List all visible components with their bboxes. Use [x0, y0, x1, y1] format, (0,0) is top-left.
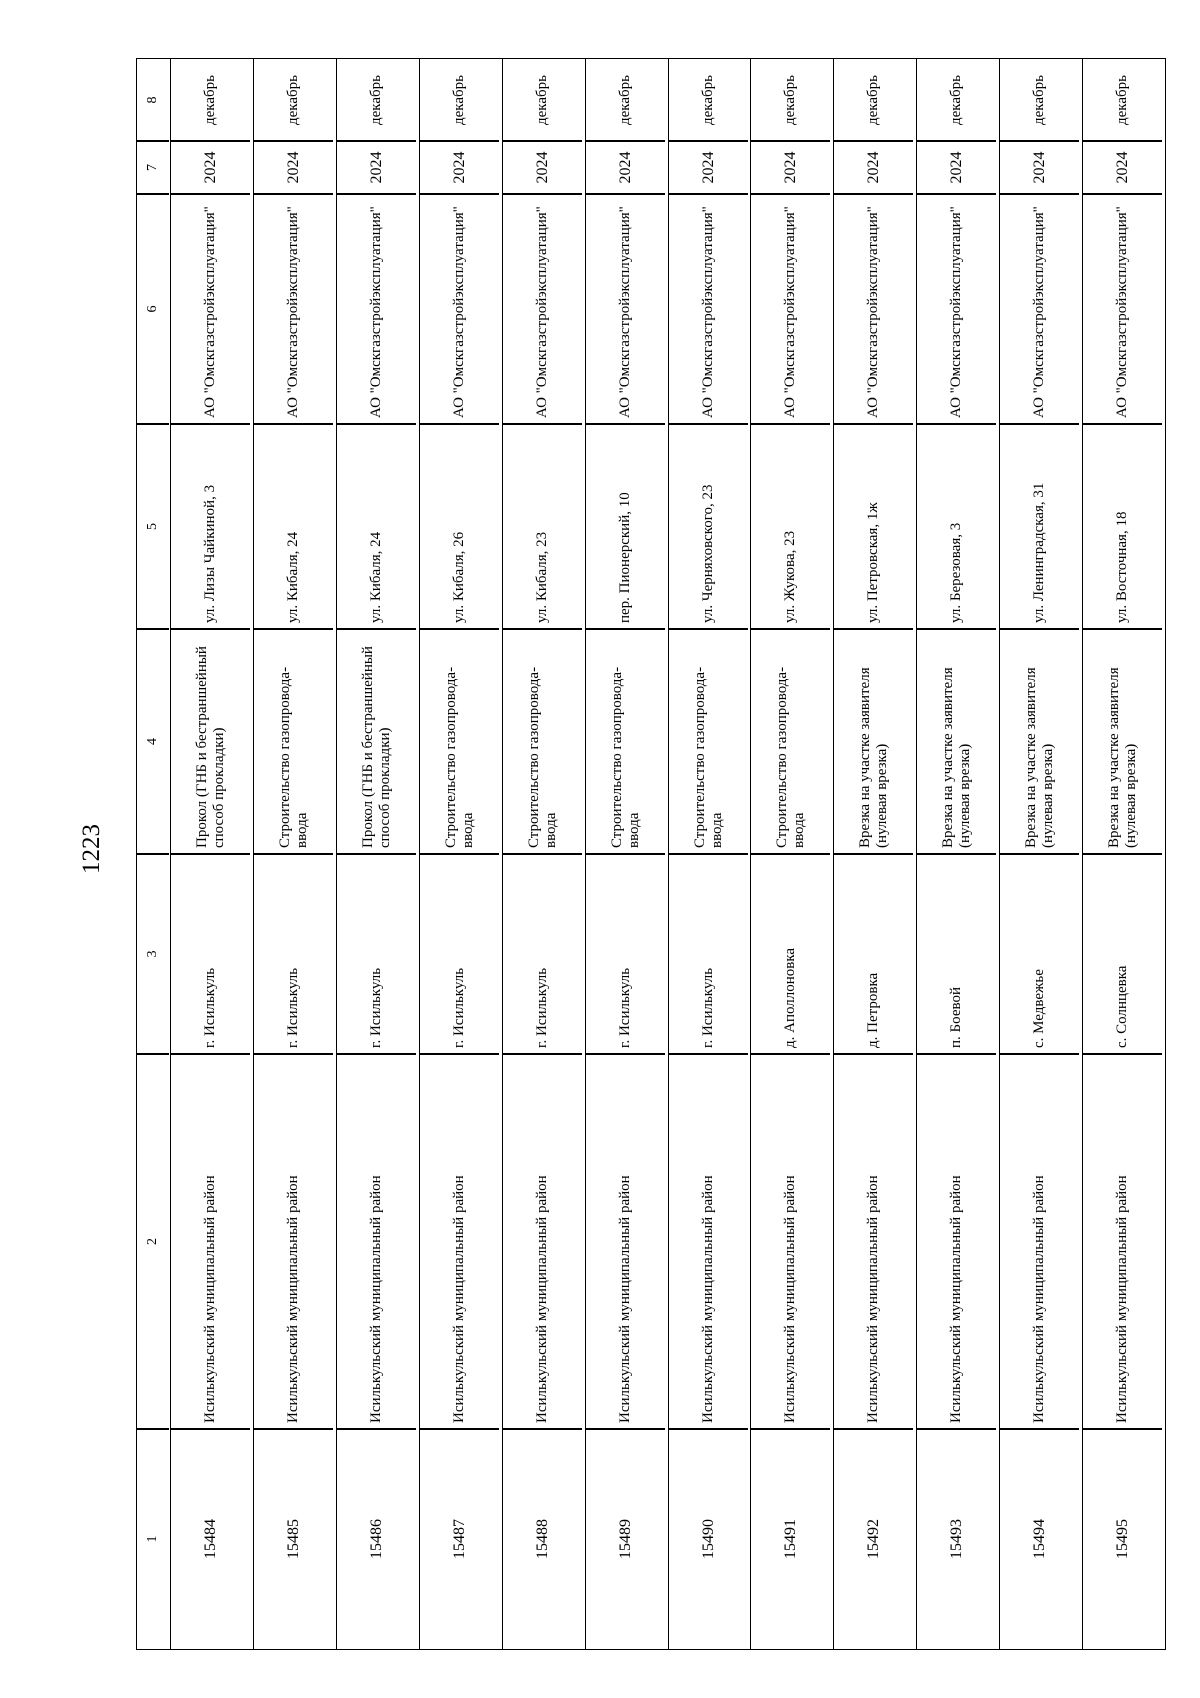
locality-name: г. Исилькуль [616, 967, 633, 1048]
month: декабрь [865, 75, 882, 125]
table-row [254, 59, 337, 1650]
organization: АО "Омскгазстройэксплуатация" [1114, 206, 1131, 418]
year: 2024 [450, 151, 468, 184]
year: 2024 [1113, 151, 1131, 184]
organization: АО "Омскгазстройэксплуатация" [285, 206, 302, 418]
header-cell: 7 [145, 164, 161, 171]
table-row [585, 59, 668, 1650]
table-row [668, 59, 751, 1650]
record-number: 15484 [201, 1519, 219, 1559]
address: ул. Ленинградская, 31 [1031, 482, 1048, 623]
table-row [336, 59, 419, 1650]
address: ул. Кибаля, 26 [450, 531, 467, 623]
organization: АО "Омскгазстройэксплуатация" [368, 206, 385, 418]
locality-name: г. Исилькуль [368, 967, 385, 1048]
work-type: Строительство газопровода-ввода [276, 666, 310, 848]
page-number: 1223 [78, 824, 105, 874]
header-cell: 1 [145, 1535, 161, 1543]
month: декабрь [699, 75, 716, 125]
year: 2024 [533, 151, 551, 184]
record-number: 15491 [781, 1519, 799, 1559]
locality-name: д. Петровка [865, 972, 882, 1048]
district-name: Исилькульский муниципальный район [285, 1175, 302, 1423]
month: декабрь [1114, 75, 1131, 125]
district-name: Исилькульский муниципальный район [782, 1175, 799, 1423]
year: 2024 [1030, 151, 1048, 184]
organization: АО "Омскгазстройэксплуатация" [533, 206, 550, 418]
locality-name: г. Исилькуль [202, 967, 219, 1048]
month: декабрь [285, 75, 302, 125]
address: ул. Кибаля, 23 [533, 531, 550, 623]
record-number: 15495 [1113, 1519, 1131, 1559]
year: 2024 [616, 151, 634, 184]
header-cell: 6 [145, 305, 161, 313]
locality-name: г. Исилькуль [285, 967, 302, 1048]
work-type: Строительство газопровода-ввода [525, 666, 559, 848]
organization: АО "Омскгазстройэксплуатация" [782, 206, 799, 418]
work-type: Прокол (ГНБ и бестраншейный способ прокладки) [359, 646, 393, 848]
address: ул. Черняховского, 23 [699, 484, 716, 623]
table-row [419, 59, 502, 1650]
locality-name: д. Аполлоновка [782, 947, 799, 1048]
locality-name: г. Исилькуль [533, 967, 550, 1048]
month: декабрь [1031, 75, 1048, 125]
locality-name: с. Медвежье [1031, 969, 1048, 1048]
district-name: Исилькульский муниципальный район [533, 1175, 550, 1423]
locality-name: г. Исилькуль [699, 967, 716, 1048]
year: 2024 [699, 151, 717, 184]
month: декабрь [616, 75, 633, 125]
district-name: Исилькульский муниципальный район [865, 1175, 882, 1423]
organization: АО "Омскгазстройэксплуатация" [616, 206, 633, 418]
district-name: Исилькульский муниципальный район [450, 1175, 467, 1423]
record-number: 15490 [699, 1519, 717, 1559]
organization: АО "Омскгазстройэксплуатация" [202, 206, 219, 418]
address: ул. Восточная, 18 [1114, 511, 1131, 623]
address: ул. Кибаля, 24 [368, 531, 385, 623]
header-cell: 5 [145, 523, 161, 530]
organization: АО "Омскгазстройэксплуатация" [699, 206, 716, 418]
organization: АО "Омскгазстройэксплуатация" [450, 206, 467, 418]
work-type: Строительство газопровода-ввода [442, 666, 476, 848]
work-type: Прокол (ГНБ и бестраншейный способ прокладки) [193, 646, 227, 848]
header-cell: 8 [145, 96, 161, 104]
address: ул. Жукова, 23 [782, 530, 799, 623]
record-number: 15487 [450, 1519, 468, 1559]
header-row [137, 59, 171, 1650]
month: декабрь [948, 75, 965, 125]
month: декабрь [782, 75, 799, 125]
header-cell: 2 [145, 1238, 161, 1245]
address: ул. Березовая, 3 [948, 522, 965, 623]
year: 2024 [947, 151, 965, 184]
locality-name: г. Исилькуль [450, 967, 467, 1048]
work-type: Врезка на участке заявителя (нулевая врезка) [1022, 667, 1056, 848]
address: ул. Кибаля, 24 [285, 531, 302, 623]
district-name: Исилькульский муниципальный район [616, 1175, 633, 1423]
record-number: 15488 [533, 1519, 551, 1559]
district-name: Исилькульский муниципальный район [948, 1175, 965, 1423]
month: декабрь [450, 75, 467, 125]
address: ул. Лизы Чайкиной, 3 [202, 484, 219, 623]
organization: АО "Омскгазстройэксплуатация" [1031, 206, 1048, 418]
record-number: 15494 [1030, 1519, 1048, 1559]
district-name: Исилькульский муниципальный район [368, 1175, 385, 1423]
work-type: Строительство газопровода-ввода [691, 666, 725, 848]
table-row [502, 59, 585, 1650]
header-cell: 3 [145, 950, 161, 958]
month: декабрь [533, 75, 550, 125]
table-row [1000, 59, 1083, 1650]
table-row [834, 59, 917, 1650]
year: 2024 [367, 151, 385, 184]
district-name: Исилькульский муниципальный район [1031, 1175, 1048, 1423]
year: 2024 [864, 151, 882, 184]
work-type: Строительство газопровода-ввода [774, 666, 807, 848]
record-number: 15493 [947, 1519, 965, 1559]
work-type: Врезка на участке заявителя (нулевая врезка) [857, 667, 890, 848]
header-cell: 4 [145, 738, 161, 745]
month: декабрь [368, 75, 385, 125]
address: пер. Пионерский, 10 [616, 492, 633, 623]
record-number: 15486 [367, 1519, 385, 1559]
data-table [136, 58, 1166, 1650]
district-name: Исилькульский муниципальный район [202, 1175, 219, 1423]
record-number: 15492 [864, 1519, 882, 1559]
district-name: Исилькульский муниципальный район [1114, 1175, 1131, 1423]
year: 2024 [284, 151, 302, 184]
organization: АО "Омскгазстройэксплуатация" [948, 206, 965, 418]
table-row [917, 59, 1000, 1650]
locality-name: с. Солнцевка [1114, 965, 1131, 1048]
record-number: 15489 [616, 1519, 634, 1559]
year: 2024 [781, 151, 799, 184]
work-type: Строительство газопровода-ввода [608, 666, 642, 848]
year: 2024 [201, 151, 219, 184]
work-type: Врезка на участке заявителя (нулевая врезка) [939, 667, 973, 848]
work-type: Врезка на участке заявителя (нулевая врезка) [1105, 667, 1139, 848]
table-row [171, 59, 254, 1650]
table-row [1082, 59, 1165, 1650]
record-number: 15485 [284, 1519, 302, 1559]
organization: АО "Омскгазстройэксплуатация" [865, 206, 882, 418]
locality-name: п. Боевой [948, 987, 965, 1048]
month: декабрь [202, 75, 219, 125]
address: ул. Петровская, 1ж [865, 502, 882, 623]
table-row [751, 59, 834, 1650]
district-name: Исилькульский муниципальный район [699, 1175, 716, 1423]
